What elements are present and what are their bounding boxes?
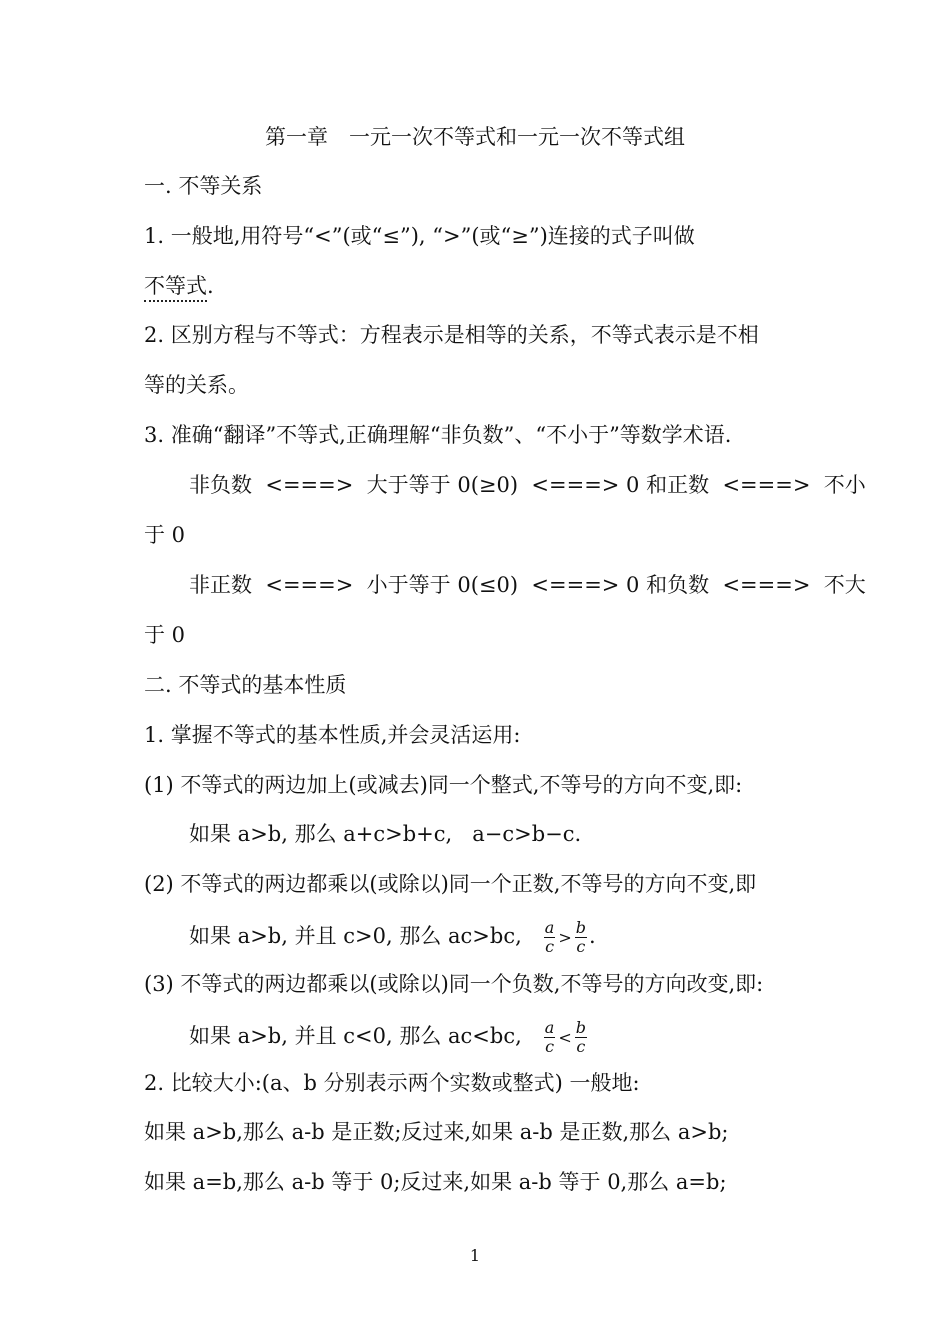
chapter-title: 第一章 一元一次不等式和一元一次不等式组 [265, 125, 685, 149]
compare-rule-positive: 如果 a>b,那么 a-b 是正数;反过来,如果 a-b 是正数,那么 a>b; [144, 1120, 729, 1144]
compare-size-intro: 2. 比较大小:(a、b 分别表示两个实数或整式) 一般地: [144, 1071, 640, 1095]
paragraph-2-line-2: 等的关系。 [144, 373, 249, 397]
fraction-b-over-c: $\frac{b}{c}$ [575, 1018, 586, 1056]
section-heading-basic-properties: 二. 不等式的基本性质 [144, 673, 347, 697]
rule-1-example: 如果 a>b, 那么 a+c>b+c, a−c>b−c. [189, 822, 582, 846]
paragraph-3: 3. 准确“翻译”不等式,正确理解“非负数”、“不小于”等数学术语. [144, 423, 732, 447]
term-inequality: 不等式 [144, 274, 207, 302]
rule-2-example [189, 914, 810, 958]
properties-intro: 1. 掌握不等式的基本性质,并会灵活运用: [144, 723, 521, 747]
less-than-sign: < [558, 1027, 572, 1047]
paragraph-1-line-2 [144, 271, 810, 301]
fraction-b-over-c: $\frac{b}{c}$ [575, 918, 586, 956]
rule-2-example-text: 如果 a>b, 并且 c>0, 那么 ac>bc, [189, 924, 522, 948]
greater-than-sign: > [558, 927, 572, 947]
page-number: 1 [469, 1246, 481, 1265]
section-heading-inequality-relation: 一. 不等关系 [144, 174, 263, 198]
rule-3-example-text: 如果 a>b, 并且 c<0, 那么 ac<bc, [189, 1024, 522, 1048]
compare-rule-zero: 如果 a=b,那么 a-b 等于 0;反过来,如果 a-b 等于 0,那么 a=b; [144, 1170, 727, 1194]
rule-3-example [189, 1014, 810, 1058]
non-negative-equivalence-line-1: 非负数 <===> 大于等于 0(≥0) <===> 0 和正数 <===> 不小 [189, 473, 866, 497]
period: . [207, 274, 214, 298]
rule-1: (1) 不等式的两边加上(或减去)同一个整式,不等号的方向不变,即: [144, 773, 743, 797]
rule-2: (2) 不等式的两边都乘以(或除以)同一个正数,不等号的方向不变,即 [144, 872, 757, 896]
non-negative-equivalence-line-2: 于 0 [144, 523, 186, 547]
non-positive-equivalence-line-2: 于 0 [144, 623, 186, 647]
rule-3: (3) 不等式的两边都乘以(或除以)同一个负数,不等号的方向改变,即: [144, 972, 764, 996]
paragraph-1-line-1: 1. 一般地,用符号“<”(或“≤”), “>”(或“≥”)连接的式子叫做 [144, 224, 695, 248]
paragraph-2-line-1: 2. 区别方程与不等式：方程表示是相等的关系，不等式表示是不相 [144, 323, 759, 347]
fraction-a-over-c: $\frac{a}{c}$ [544, 918, 555, 956]
period: . [589, 924, 596, 948]
fraction-a-over-c: $\frac{a}{c}$ [544, 1018, 555, 1056]
non-positive-equivalence-line-1: 非正数 <===> 小于等于 0(≤0) <===> 0 和负数 <===> 不大 [189, 573, 866, 597]
